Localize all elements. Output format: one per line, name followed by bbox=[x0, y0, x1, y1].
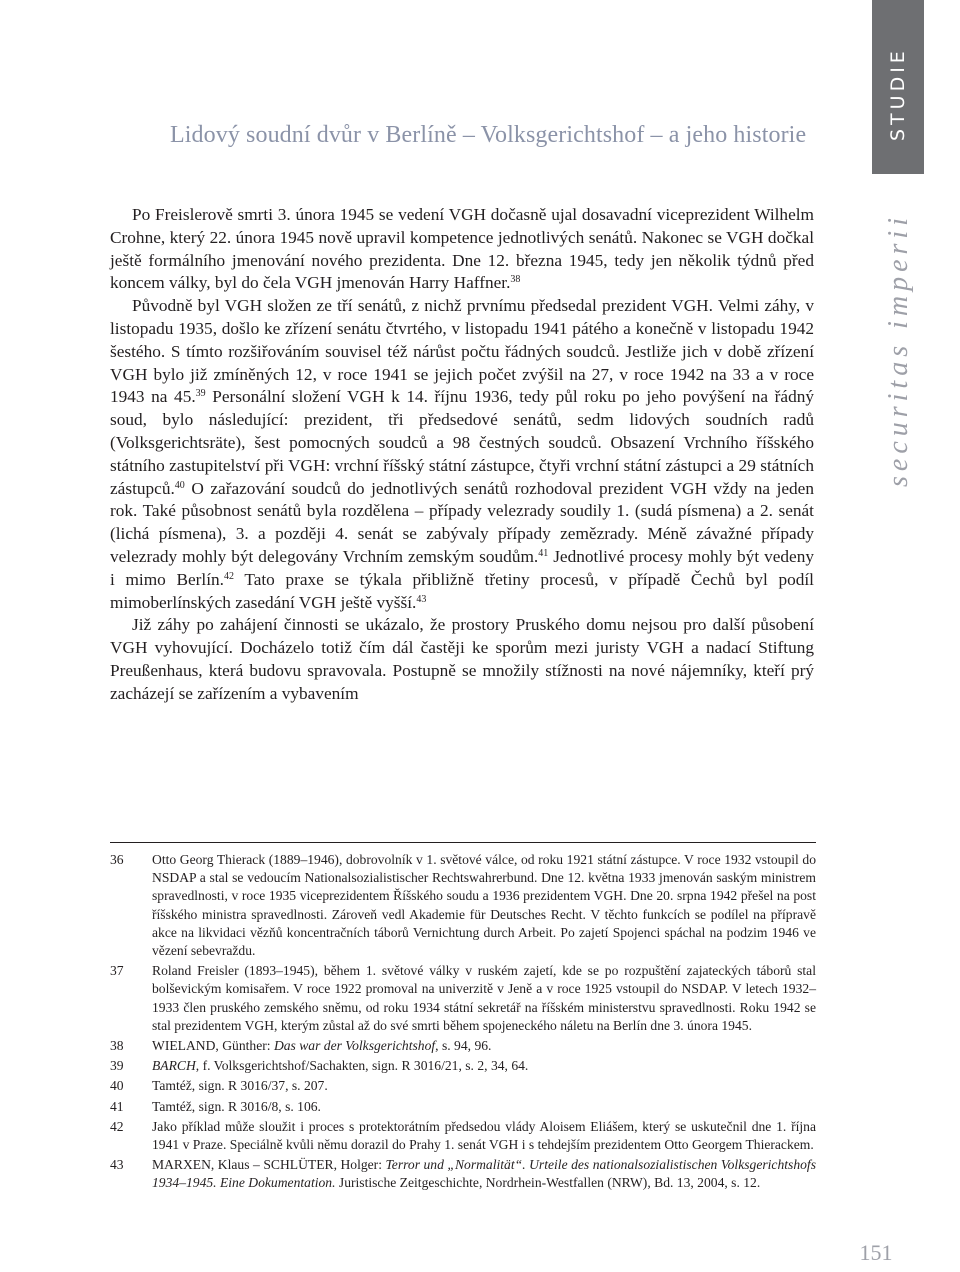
footnote-number: 42 bbox=[110, 1118, 124, 1134]
footnote-ref-42[interactable]: 42 bbox=[223, 570, 234, 582]
footnote-number: 36 bbox=[110, 852, 124, 867]
paragraph-1: Po Freislerově smrti 3. února 1945 se vedení VGH dočasně ujal dosavadní viceprezident Wilhelm Crohne, který 22. února 1945 nově upravil kompetence jednotlivých senátů. Nakonec se VGH dočkal ještě formálního jmenování nového prezidenta. Dne 12. března 1945, tedy jen několik týdnů před koncem války, byl do čela VGH jmenován Harry Haffner.$^{38}$ bbox=[110, 205, 814, 293]
footnote-number: 38 bbox=[110, 1038, 124, 1054]
footnote-40 bbox=[110, 1077, 816, 1095]
footnote-text: Roland Freisler (1893–1945), během 1. světové války v ruském zajetí, kde se po rozpuštění zajateckých táborů stal bolševickým komisařem. V roce 1922 promoval na univerzitě v Jeně a v roce 1925 vstoupil do NSDAP. V letech 1932–1933 člen pruského zemského sněmu, od roku 1934 státní sekretář na říšském ministerstvu spravedlnosti. Roku 1942 se stal prezidentem VGH, kterým zůstal až do své smrti během spojeneckého náletu na Berlín dne 3. února 1945. bbox=[152, 963, 816, 1033]
footnote-38 bbox=[110, 1037, 816, 1055]
footnote-ref-39[interactable]: 39 bbox=[195, 388, 206, 400]
footnote-number: 43 bbox=[110, 1157, 124, 1173]
footnote-37 bbox=[110, 962, 816, 1035]
footnote-ref-43[interactable]: 43 bbox=[416, 593, 427, 605]
footnote-ref-38[interactable]: 38 bbox=[510, 274, 521, 286]
running-header-title: Lidový soudní dvůr v Berlíně – Volksgerichtshof – a jeho historie bbox=[170, 122, 807, 148]
footnote-number: 37 bbox=[110, 963, 124, 979]
footnote-43 bbox=[110, 1156, 816, 1192]
footnote-ref-41[interactable]: 41 bbox=[538, 547, 549, 559]
page-number: 151 bbox=[859, 1240, 893, 1265]
main-body-text bbox=[110, 204, 814, 706]
footnote-text: Tamtéž, sign. R 3016/8, s. 106. bbox=[152, 1098, 321, 1114]
footnote-text: WIELAND, Günther: Das war der Volksgerichtshof, s. 94, 96. bbox=[152, 1038, 492, 1054]
journal-brand-vertical: securitas imperii bbox=[883, 213, 914, 487]
footnote-number: 39 bbox=[110, 1058, 124, 1074]
footnote-separator bbox=[110, 842, 816, 843]
footnote-ref-40[interactable]: 40 bbox=[174, 479, 185, 491]
footnote-41 bbox=[110, 1098, 816, 1116]
footnote-text: Tamtéž, sign. R 3016/37, s. 207. bbox=[152, 1078, 328, 1094]
footnote-text: Otto Georg Thierack (1889–1946), dobrovolník v 1. světové válce, od roku 1921 státní zástupce. V roce 1932 vstoupil do NSDAP a stal se vedoucím Nationalsozialistischer Rechtswahrerbund. Dne 12. května 1933 jmenován saským ministrem spravedlnosti, v roce 1935 viceprezidentem Říšského soudu a 1936 prezidentem VGH. Dne 20. srpna 1942 přešel na post říšského ministra spravedlnosti. Zároveň vedl Akademie für Deutsches Recht. V těchto funkcích se podílel na přípravě akce na likvidaci vězňů koncentračních táborů Vernichtung durch Arbeit. Po zajetí Spojenci spáchal na podzim 1946 ve vězení sebevraždu. bbox=[152, 852, 816, 959]
footnotes bbox=[110, 851, 816, 1195]
footnote-number: 40 bbox=[110, 1078, 124, 1094]
footnote-39 bbox=[110, 1057, 816, 1075]
footnote-text: BARCH, f. Volksgerichtshof/Sachakten, sign. R 3016/21, s. 2, 34, 64. bbox=[152, 1058, 529, 1074]
footnote-number: 41 bbox=[110, 1098, 124, 1114]
paragraph-2: Původně byl VGH složen ze tří senátů, z nichž prvnímu předsedal prezident VGH. Velmi záhy, v listopadu 1935, došlo ke zřízení senátu čtvrtého, v listopadu 1941 pátého a konečně v listopadu 1942 šestého. S tímto rozšiřováním souvisel též nárůst počtu řádných soudců. Jestliže jich v době zřízení VGH bylo již zmíněných 12, v roce 1941 se jejich počet zvýšil na 27, v roce 1942 na 33 a v roce 1943 na 45.39 Personální složení VGH k 14. říjnu 1936, tedy půl roku po jeho povýšení na řádný soud, bylo následující: prezident, tři předsedové senátů, sedm lidových soudních radů (Volksgerichtsräte), šest pomocných soudců a 98 čestných soudců. Obsazení Vrchního říšského státního zastupitelství při VGH: vrchní říšský státní zástupce, čtyři vrchní státní zástupci a 29 státních zástupců.$^{40}$ O zařazování soudců do jednotlivých senátů rozhodoval prezident VGH vždy na jeden rok. Také působnost senátů byla rozdělena – případy velezrady soudily 1. (sudá písmena) a 2. senát (lichá písmena), 3. a později 4. senát se zabývaly případy zemězrady. Méně závažné případy velezrady mohly být delegovány Vrchním zemským soudům.$^{41}$ Jednotlivé procesy mohly být vedeny i mimo Berlín.$^{42}$ Tato praxe se týkala přibližně třetiny procesů, v případě Čechů byl podíl mimoberlínských zasedání VGH ještě vyšší.$^{43}$ bbox=[110, 296, 814, 612]
footnote-text: Jako příklad může sloužit i proces s protektorátním předsedou vlády Aloisem Eliášem, který se uskutečnil dne 1. října 1941 v Praze. Speciálně kvůli němu dorazil do Prahy 1. senát VGH i s tehdejším prezidentem Otto Georgem Thierackem. bbox=[152, 1118, 816, 1153]
footnote-36 bbox=[110, 851, 816, 960]
footnote-42 bbox=[110, 1118, 816, 1154]
paragraph-3: Již záhy po zahájení činnosti se ukázalo, že prostory Pruského domu nejsou pro další působení VGH vyhovující. Docházelo totiž čím dál častěji ke sporům mezi juristy VGH a nadací Stiftung Preußenhaus, která budovu spravovala. Postupně se množily stížnosti na nové nájemníky, kteří prý zacházejí se zařízením a vybavením bbox=[110, 615, 814, 703]
section-tab-label: STUDIE bbox=[887, 47, 909, 141]
footnote-text: MARXEN, Klaus – SCHLÜTER, Holger: Terror und „Normalität“. Urteile des nationalsozialistischen Volksgerichtshofs 1934–1945. Eine Dokumentation. Juristische Zeitgeschichte, Nordrhein-Westfallen (NRW), Bd. 13, 2004, s. 12. bbox=[152, 1157, 816, 1191]
